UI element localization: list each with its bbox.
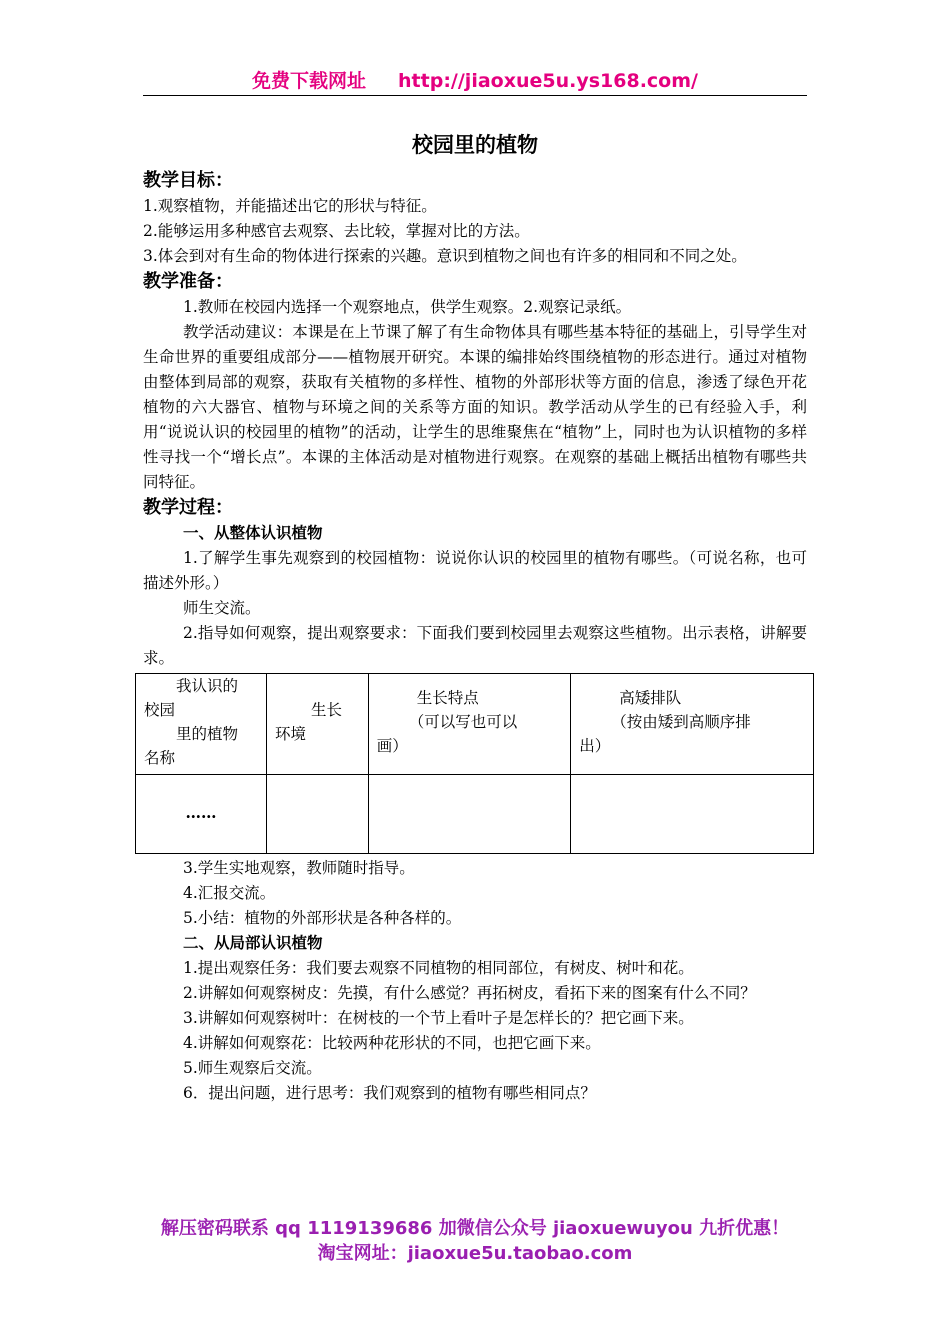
objective-item: 2.能够运用多种感官去观察、去比较，掌握对比的方法。 bbox=[143, 222, 530, 240]
table-header-row bbox=[136, 674, 814, 775]
part1-exchange: 师生交流。 bbox=[183, 599, 261, 617]
header-url-link[interactable]: http://jiaoxue5u.ys168.com/ bbox=[398, 70, 698, 92]
activity-suggestion: 教学活动建议：本课是在上节课了解了有生命物体具有哪些基本特征的基础上，引导学生对生命世界的重要组成部分——植物展开研究。本课的编排始终围绕植物的形态进行。通过对植物由整体到局部的观察，获取有关植物的多样性、植物的外部形状等方面的信息，渗透了绿色开花植物的六大器官、植物与环境之间的关系等方面的知识。教学活动从学生的已有经验入手，利用“说说认识的校园里的植物”的活动，让学生的思维聚焦在“植物”上，同时也为认识植物的多样性寻找一个“增长点”。本课的主体活动是对植物进行观察。在观察的基础上概括出植物有哪些共同特征。 bbox=[143, 323, 807, 491]
table-cell bbox=[571, 775, 814, 854]
footer-shop-link[interactable]: 淘宝网址：jiaoxue5u.taobao.com bbox=[317, 1243, 633, 1264]
preparation-heading: 教学准备： bbox=[143, 271, 233, 292]
part1-heading: 一、从整体认识植物 bbox=[183, 524, 323, 542]
table-header-text: 里的植物 bbox=[176, 725, 239, 743]
table-header-text: 出） bbox=[579, 737, 611, 755]
site-header bbox=[143, 66, 807, 96]
objectives-heading: 教学目标： bbox=[143, 170, 233, 191]
table-row bbox=[136, 775, 814, 854]
lesson-content bbox=[143, 168, 807, 1106]
table-header-text: （按由矮到高顺序排 bbox=[611, 713, 751, 731]
table-header-text: 环境 bbox=[274, 725, 306, 743]
part2-step: 1.提出观察任务：我们要去观察不同植物的相同部位，有树皮、树叶和花。 bbox=[183, 959, 694, 977]
objective-item: 1.观察植物，并能描述出它的形状与特征。 bbox=[143, 197, 437, 215]
table-header-text: 我认识的 bbox=[176, 677, 239, 695]
part2-step: 5.师生观察后交流。 bbox=[183, 1059, 322, 1077]
table-header-text: 生长 bbox=[310, 701, 342, 719]
table-header-text: 生长特点 bbox=[416, 689, 479, 707]
preparation-materials: 1.教师在校园内选择一个观察地点，供学生观察。2.观察记录纸。 bbox=[183, 298, 632, 316]
table-header-text: （可以写也可以 bbox=[408, 713, 518, 731]
table-header-text: 高矮排队 bbox=[619, 689, 682, 707]
header-cell-plant-name bbox=[136, 674, 267, 775]
part2-step: 6．提出问题，进行思考：我们观察到的植物有哪些相同点？ bbox=[183, 1084, 596, 1102]
part1-step: 5.小结：植物的外部形状是各种各样的。 bbox=[183, 909, 462, 927]
table-cell bbox=[368, 775, 570, 854]
table-placeholder: …… bbox=[185, 803, 217, 822]
header-divider bbox=[143, 95, 807, 96]
page-title: 校园里的植物 bbox=[412, 133, 538, 157]
table-header-text: 名称 bbox=[144, 749, 176, 767]
table-cell bbox=[266, 775, 368, 854]
header-cell-environment bbox=[266, 674, 368, 775]
process-heading: 教学过程： bbox=[143, 497, 233, 518]
part2-heading: 二、从局部认识植物 bbox=[183, 934, 323, 952]
part2-step: 3.讲解如何观察树叶：在树枝的一个节上看叶子是怎样长的？把它画下来。 bbox=[183, 1009, 694, 1027]
part1-step: 2.指导如何观察，提出观察要求：下面我们要到校园里去观察这些植物。出示表格，讲解要求。 bbox=[143, 624, 807, 667]
observation-table bbox=[135, 673, 814, 854]
part1-step: 1.了解学生事先观察到的校园植物：说说你认识的校园里的植物有哪些。（可说名称，也可描述外形。） bbox=[143, 549, 807, 592]
part1-step: 3.学生实地观察，教师随时指导。 bbox=[183, 859, 415, 877]
header-label: 免费下载网址 bbox=[252, 70, 367, 92]
part1-step: 4.汇报交流。 bbox=[183, 884, 276, 902]
footer-contact: 解压密码联系 qq 1119139686 加微信公众号 jiaoxuewuyou 九折优惠！ bbox=[160, 1218, 790, 1239]
objective-item: 3.体会到对有生命的物体进行探索的兴趣。意识到植物之间也有许多的相同和不同之处。 bbox=[143, 247, 747, 265]
table-cell bbox=[136, 775, 267, 854]
part2-step: 2.讲解如何观察树皮：先摸，有什么感觉？再拓树皮，看拓下来的图案有什么不同？ bbox=[183, 984, 756, 1002]
table-header-text: 画） bbox=[376, 737, 408, 755]
header-cell-growth-features bbox=[368, 674, 570, 775]
table-header-text: 校园 bbox=[144, 701, 176, 719]
header-cell-height-order bbox=[571, 674, 814, 775]
part2-step: 4.讲解如何观察花：比较两种花形状的不同，也把它画下来。 bbox=[183, 1034, 601, 1052]
